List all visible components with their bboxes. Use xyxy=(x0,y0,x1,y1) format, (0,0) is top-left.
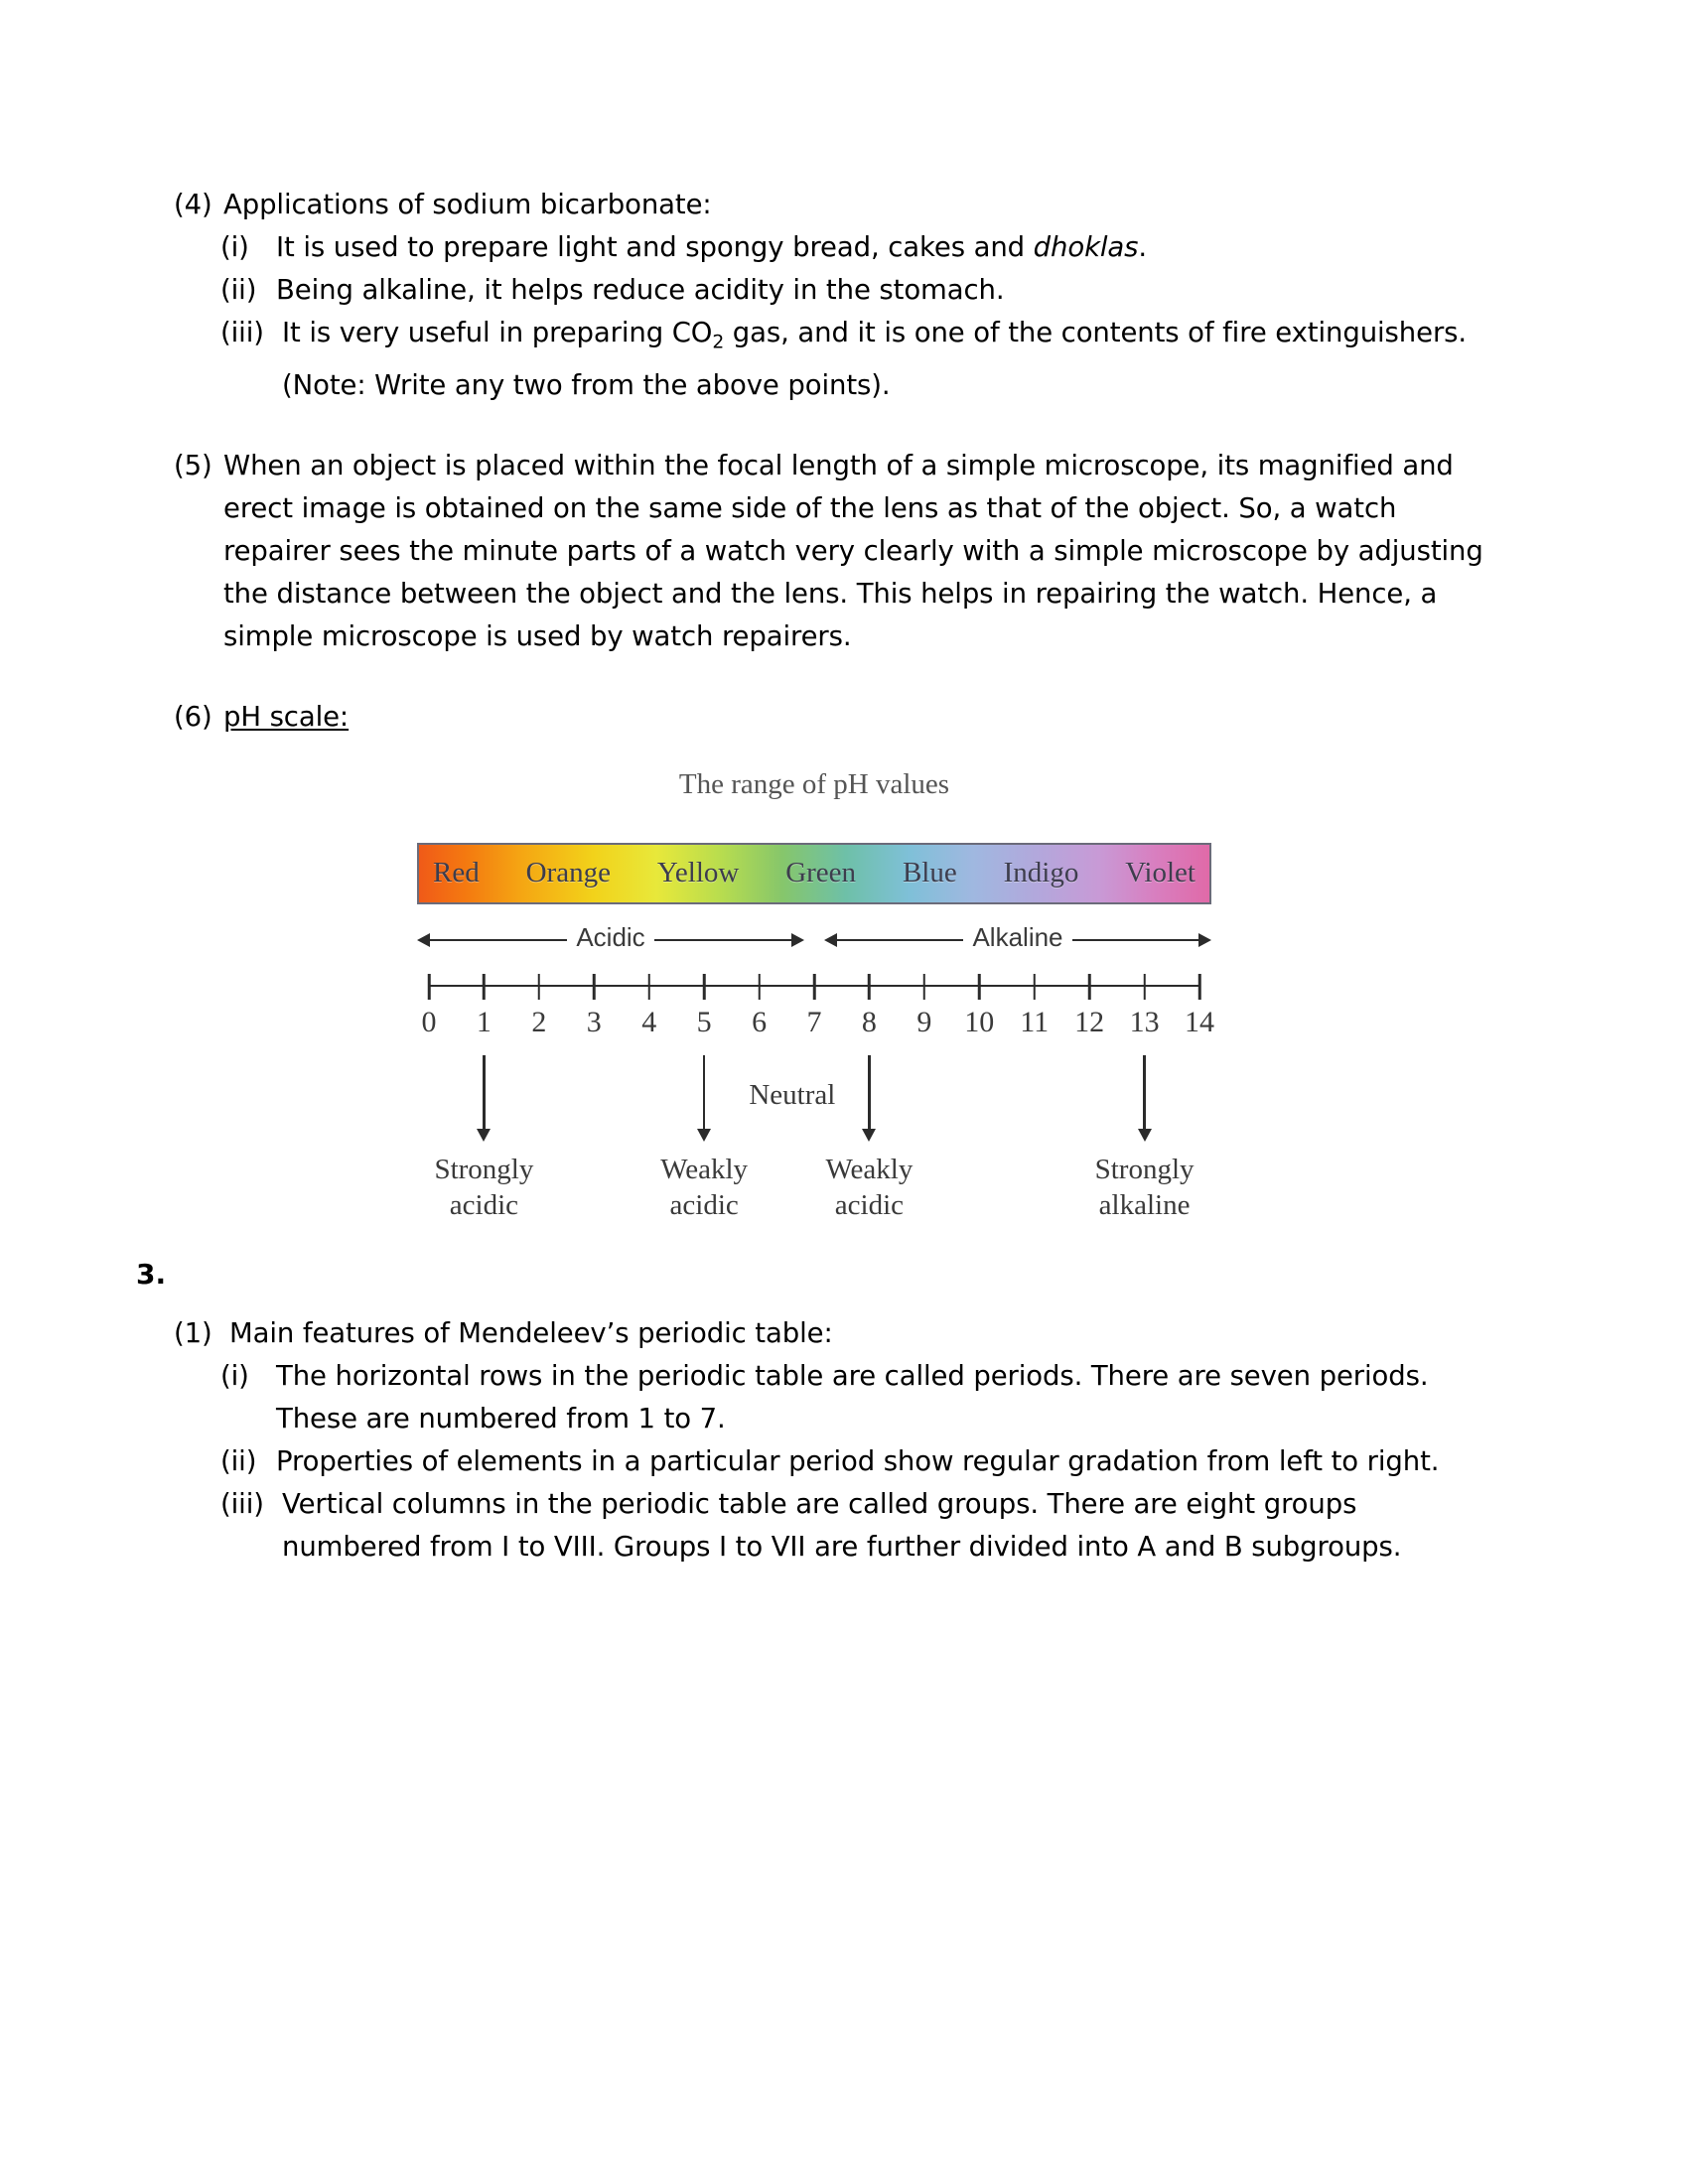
callout-label-line2: acidic xyxy=(449,1188,519,1221)
axis-tick-label: 9 xyxy=(916,1005,932,1038)
callout-arrow-stem xyxy=(868,1055,871,1129)
callout-label-line1: Strongly xyxy=(434,1153,534,1185)
ph-callouts xyxy=(417,1055,1211,1224)
ph-callout xyxy=(1060,1055,1229,1223)
callout-label-line2: acidic xyxy=(834,1188,905,1221)
axis-tick-label: 6 xyxy=(752,1005,768,1038)
axis-tick xyxy=(538,974,541,1000)
subitem-text: Properties of elements in a particular period show regular gradation from left to right. xyxy=(276,1444,1440,1477)
arrow-line xyxy=(654,939,791,941)
subitem-marker: (iii) xyxy=(220,317,264,348)
acidity-arrows-row xyxy=(417,920,1211,968)
item-marker: (6) xyxy=(174,700,212,733)
spectrum-color-band xyxy=(417,843,1211,904)
ph-callout xyxy=(399,1055,568,1223)
callout-label-line2: acidic xyxy=(669,1188,739,1221)
alkaline-label: Alkaline xyxy=(972,922,1063,952)
arrow-right-icon xyxy=(1198,933,1211,947)
subitem-text: The horizontal rows in the periodic table are called periods. There are seven periods. These are numbered from 1 to 7. xyxy=(276,1359,1429,1434)
color-label-green: Green xyxy=(785,857,857,888)
ph-figure-title: The range of pH values xyxy=(678,767,950,800)
arrow-right-icon xyxy=(791,933,804,947)
callout-label xyxy=(784,1152,953,1223)
color-label-indigo: Indigo xyxy=(1003,857,1079,888)
answer-subitem-4-ii xyxy=(220,269,1484,312)
subitem-text-after: . xyxy=(1138,231,1148,263)
callout-label-line1: Weakly xyxy=(660,1153,749,1185)
item-marker: (1) xyxy=(174,1316,212,1349)
item-text: When an object is placed within the focal length of a simple microscope, its magnified and erect image is obtained on the same side of the lens as that of the object. So, a watch repairer sees the minute parts of a watch very clearly with a simple microscope by adjusting the distance between the object and the lens. This helps in repairing the watch. Hence, a simple microscope is used by watch repairers. xyxy=(223,449,1483,652)
note-text: (Note: Write any two from the above points). xyxy=(282,368,891,401)
item-text: Applications of sodium bicarbonate: xyxy=(223,189,712,220)
ph-scale-figure xyxy=(174,768,1484,1220)
section-3-number: 3. xyxy=(136,1257,167,1291)
subitem-text: Vertical columns in the periodic table are called groups. There are eight groups numbered from I to VIII. Groups I to VII are further divided into A and B subgroups. xyxy=(282,1487,1402,1563)
axis-tick xyxy=(868,974,871,1000)
callout-label xyxy=(399,1152,568,1223)
spacer xyxy=(174,407,1484,445)
subitem-text: Being alkaline, it helps reduce acidity in the stomach. xyxy=(276,274,1005,306)
callout-label-line2: alkaline xyxy=(1098,1188,1191,1221)
axis-tick xyxy=(703,974,706,1000)
alkaline-range-arrow xyxy=(824,920,1211,960)
axis-tick-label: 14 xyxy=(1185,1005,1214,1038)
axis-tick-label: 12 xyxy=(1074,1005,1105,1038)
arrow-down-icon xyxy=(477,1129,491,1142)
axis-tick-label: 10 xyxy=(964,1005,995,1038)
subitem-text-italic: dhoklas xyxy=(1033,231,1139,263)
arrow-line xyxy=(430,939,567,941)
answer-subitem-3-1-ii xyxy=(220,1440,1484,1483)
arrow-line xyxy=(837,939,963,941)
ph-axis-labels xyxy=(417,1005,1214,1045)
arrow-down-icon xyxy=(1138,1129,1152,1142)
answer-item-5 xyxy=(174,445,1484,658)
axis-tick xyxy=(978,974,981,1000)
subitem-text-before: It is used to prepare light and spongy bread, cakes and xyxy=(276,231,1034,263)
subitem-text xyxy=(276,226,1484,269)
axis-tick xyxy=(483,974,486,1000)
arrow-down-icon xyxy=(862,1129,876,1142)
ph-figure-inner xyxy=(417,843,1231,1220)
axis-tick xyxy=(1033,974,1036,1000)
callout-label-line1: Strongly xyxy=(1094,1153,1195,1185)
acidic-range-arrow xyxy=(417,920,804,960)
callout-arrow-stem xyxy=(703,1055,706,1129)
axis-tick xyxy=(593,974,596,1000)
subitem-text-before: It is very useful in preparing CO xyxy=(282,317,713,348)
callout-label xyxy=(1060,1152,1229,1223)
axis-tick xyxy=(1143,974,1146,1000)
color-label-blue: Blue xyxy=(902,857,957,888)
axis-tick xyxy=(813,974,816,1000)
axis-tick-label: 1 xyxy=(476,1005,492,1038)
answer-subitem-4-i xyxy=(220,226,1484,269)
item-text: Main features of Mendeleev’s periodic table: xyxy=(229,1316,833,1349)
item-marker: (5) xyxy=(174,449,212,481)
color-label-orange: Orange xyxy=(525,857,611,888)
subitem-text xyxy=(282,312,1484,364)
callout-arrow-stem xyxy=(1143,1055,1146,1129)
axis-tick-label: 8 xyxy=(861,1005,877,1038)
subitem-marker: (i) xyxy=(220,231,249,263)
callout-arrow-stem xyxy=(483,1055,486,1129)
axis-tick-label: 13 xyxy=(1129,1005,1160,1038)
subscript-2: 2 xyxy=(712,332,725,353)
arrow-left-icon xyxy=(824,933,837,947)
answer-item-4 xyxy=(174,184,1484,226)
ph-scale-heading: pH scale: xyxy=(223,700,350,733)
color-label-yellow: Yellow xyxy=(656,857,740,888)
neutral-label: Neutral xyxy=(749,1078,836,1111)
axis-tick-label: 7 xyxy=(806,1005,822,1038)
answer-subitem-4-iii xyxy=(220,312,1484,364)
arrow-left-icon xyxy=(417,933,430,947)
axis-tick-label: 4 xyxy=(641,1005,657,1038)
answer-item-3-1 xyxy=(174,1312,1484,1355)
callout-label xyxy=(620,1152,788,1223)
subitem-marker: (iii) xyxy=(220,1487,264,1520)
axis-tick-label: 0 xyxy=(421,1005,437,1038)
color-label-violet: Violet xyxy=(1125,857,1196,888)
spacer xyxy=(174,1291,1484,1312)
answer-subitem-3-1-i xyxy=(220,1355,1484,1440)
axis-tick-label: 5 xyxy=(696,1005,712,1038)
subitem-marker: (ii) xyxy=(220,1444,257,1477)
answer-note-4 xyxy=(220,364,1484,407)
axis-tick-label: 11 xyxy=(1020,1005,1050,1038)
item-marker: (4) xyxy=(174,189,212,220)
callout-label-line1: Weakly xyxy=(825,1153,914,1185)
answer-item-6 xyxy=(174,696,1484,739)
arrow-down-icon xyxy=(697,1129,711,1142)
axis-tick xyxy=(758,974,761,1000)
axis-tick-label: 3 xyxy=(586,1005,602,1038)
color-label-red: Red xyxy=(433,857,480,888)
arrow-line xyxy=(1072,939,1198,941)
acidic-label: Acidic xyxy=(576,922,645,952)
axis-tick xyxy=(1198,974,1201,1000)
axis-tick xyxy=(647,974,650,1000)
subitem-text-after: gas, and it is one of the contents of fire extinguishers. xyxy=(724,317,1468,348)
document-content xyxy=(136,184,1484,1569)
ph-axis xyxy=(417,974,1211,1000)
answer-subitem-3-1-iii xyxy=(220,1483,1484,1569)
spacer xyxy=(174,658,1484,696)
subitem-marker: (i) xyxy=(220,1359,249,1392)
spacer xyxy=(174,1220,1484,1258)
subitem-marker: (ii) xyxy=(220,274,257,306)
axis-tick-label: 2 xyxy=(531,1005,547,1038)
axis-tick xyxy=(1088,974,1091,1000)
axis-tick xyxy=(923,974,926,1000)
axis-tick xyxy=(428,974,431,1000)
